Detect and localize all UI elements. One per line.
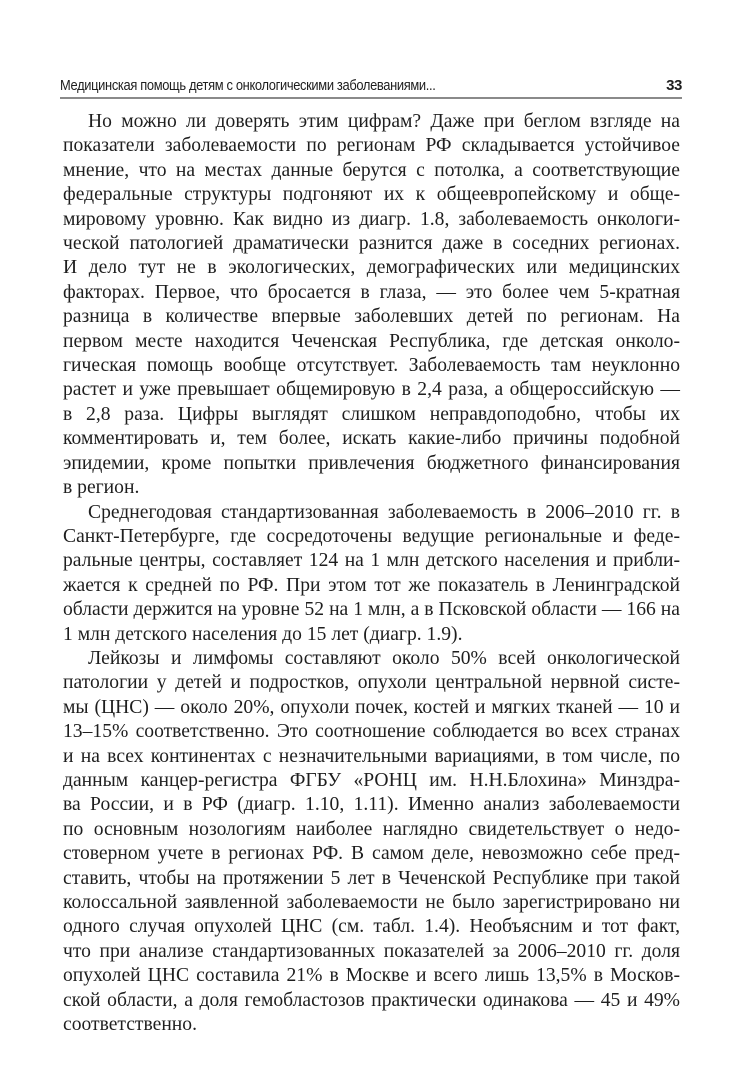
text-line xyxy=(63,378,680,402)
text-line-content: ставить, чтобы на протяжении 5 лет в Чеченской Республике при такой xyxy=(63,867,680,889)
paragraph-3 xyxy=(63,647,680,1038)
text-line-content: одного случая опухолей ЦНС (см. табл. 1.4). Необъясним и тот факт, xyxy=(63,916,680,938)
text-line xyxy=(63,745,680,769)
text-line xyxy=(63,818,680,842)
text-line-content: эпидемии, кроме попытки привлечения бюджетного финансирования xyxy=(63,452,680,474)
text-line xyxy=(63,940,680,964)
text-line-content: показатели заболеваемости по регионам РФ складывается устойчивое xyxy=(63,135,680,157)
text-line xyxy=(63,915,680,939)
text-line-content: ральные центры, составляет 124 на 1 млн детского населения и прибли- xyxy=(63,550,680,572)
text-line xyxy=(63,989,680,1013)
text-line-content: и на всех континентах с незначительными вариациями, в том числе, по xyxy=(63,745,680,767)
paragraph-1 xyxy=(63,110,680,501)
text-line xyxy=(63,647,680,671)
text-line-content: растет и уже превышает общемировую в 2,4 раза, а общероссийскую — xyxy=(63,379,680,401)
text-line-content: мировому уровню. Как видно из диагр. 1.8, заболеваемость онкологи- xyxy=(63,208,680,230)
text-line xyxy=(63,1013,680,1037)
text-line-content: данным канцер-регистра ФГБУ «РОНЦ им. Н.Н.Блохина» Минздра- xyxy=(63,769,680,791)
text-line xyxy=(63,208,680,232)
text-line xyxy=(63,476,680,500)
text-line-content: соответственно. xyxy=(63,1014,197,1036)
page-number: 33 xyxy=(666,77,682,94)
text-line-content: стоверном учете в регионах РФ. В самом деле, невозможно себе пред- xyxy=(63,843,680,865)
text-line xyxy=(63,183,680,207)
text-line-content: опухолей ЦНС составила 21% в Москве и всего лишь 13,5% в Москов- xyxy=(63,965,680,987)
paragraph-2 xyxy=(63,501,680,647)
running-header xyxy=(60,70,682,94)
text-line-content: ва России, и в РФ (диагр. 1.10, 1.11). Именно анализ заболеваемости xyxy=(63,794,680,816)
text-line xyxy=(63,427,680,451)
text-line-content: патологии у детей и подростков, опухоли центральной нервной систе- xyxy=(63,672,680,694)
text-line-content: Среднегодовая стандартизованная заболеваемость в 2006–2010 гг. в xyxy=(88,501,680,523)
text-line-content: 13–15% соответственно. Это соотношение соблюдается во всех странах xyxy=(63,721,680,743)
text-line xyxy=(63,623,680,647)
text-line xyxy=(63,696,680,720)
text-line-content: мнение, что на местах данные берутся с потолка, а соответствующие xyxy=(63,159,680,181)
text-line xyxy=(63,671,680,695)
text-line-content: И дело тут не в экологических, демографических или медицинских xyxy=(63,257,680,279)
text-line xyxy=(63,720,680,744)
text-line-content: по основным нозологиям наиболее наглядно свидетельствует о недо- xyxy=(63,818,680,840)
text-line xyxy=(63,256,680,280)
text-line xyxy=(63,598,680,622)
text-line xyxy=(63,354,680,378)
text-line-content: ческой патологией драматически разнится даже в соседних регионах. xyxy=(63,233,680,255)
text-line xyxy=(63,891,680,915)
text-line-content: жается к средней по РФ. При этом тот же показатель в Ленинградской xyxy=(63,574,680,596)
text-line xyxy=(63,452,680,476)
text-line xyxy=(63,549,680,573)
text-line-content: факторах. Первое, что бросается в глаза, — это более чем 5-кратная xyxy=(63,281,680,303)
text-line-content: первом месте находится Чеченская Республика, где детская онколо- xyxy=(63,330,680,352)
text-line-content: Но можно ли доверять этим цифрам? Даже при беглом взгляде на xyxy=(88,111,680,132)
text-line-content: разница в количестве впервые заболевших детей по регионам. На xyxy=(63,306,680,328)
text-line-content: федеральные структуры подгоняют их к общеевропейскому и обще- xyxy=(63,184,680,206)
text-line xyxy=(63,793,680,817)
text-line xyxy=(63,501,680,525)
text-line xyxy=(63,281,680,305)
text-line xyxy=(63,842,680,866)
text-line-content: в 2,8 раза. Цифры выглядят слишком неправдоподобно, чтобы их xyxy=(63,403,680,425)
text-line-content: Санкт-Петербурге, где сосредоточены ведущие региональные и феде- xyxy=(63,525,680,547)
body-text xyxy=(63,110,680,1037)
text-line xyxy=(63,574,680,598)
text-line-content: области держится на уровне 52 на 1 млн, а в Псковской области — 166 на xyxy=(63,599,680,621)
text-line xyxy=(63,964,680,988)
text-line-content: комментировать и, тем более, искать какие-либо причины подобной xyxy=(63,428,680,450)
text-line-content: в регион. xyxy=(63,477,140,499)
text-line xyxy=(63,305,680,329)
text-line xyxy=(63,134,680,158)
text-line-content: что при анализе стандартизованных показателей за 2006–2010 гг. доля xyxy=(63,940,680,962)
text-line-content: 1 млн детского населения до 15 лет (диагр. 1.9). xyxy=(63,623,463,645)
text-line xyxy=(63,110,680,134)
text-line xyxy=(63,159,680,183)
text-line xyxy=(63,867,680,891)
text-line xyxy=(63,525,680,549)
text-line xyxy=(63,403,680,427)
text-line-content: колоссальной заявленной заболеваемости не было зарегистрировано ни xyxy=(63,892,680,913)
running-title: Медицинская помощь детям с онкологическими заболеваниями... xyxy=(60,77,436,94)
text-line xyxy=(63,232,680,256)
text-line-content: Лейкозы и лимфомы составляют около 50% всей онкологической xyxy=(88,647,680,669)
text-line-content: гическая помощь вообще отсутствует. Заболеваемость там неуклонно xyxy=(63,355,680,377)
header-rule xyxy=(60,97,682,99)
text-line xyxy=(63,330,680,354)
text-line-content: мы (ЦНС) — около 20%, опухоли почек, костей и мягких тканей — 10 и xyxy=(63,696,680,718)
text-line xyxy=(63,769,680,793)
text-line-content: ской области, а доля гемобластозов практически одинакова — 45 и 49% xyxy=(63,989,680,1011)
